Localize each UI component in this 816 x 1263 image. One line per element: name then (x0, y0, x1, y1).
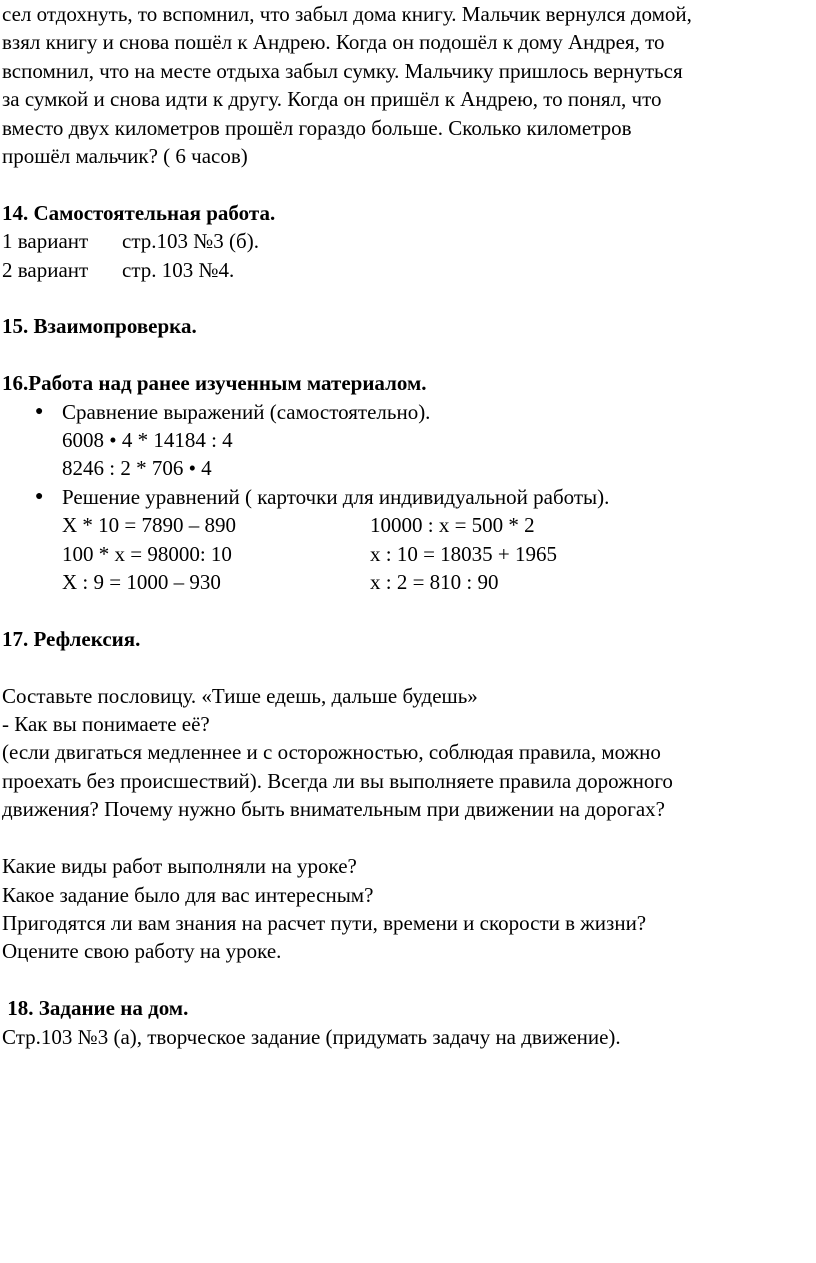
variant-label: 1 вариант (2, 229, 89, 254)
question-line: Какое задание было для вас интересным? (2, 882, 374, 907)
section-14 (2, 199, 816, 284)
text-line: (если двигаться медленнее и с осторожностью, соблюдая правила, можно (2, 740, 661, 765)
equation-right: 10000 : х = 500 * 2 (370, 513, 535, 538)
bullet-icon: ● (35, 488, 44, 504)
spacer (2, 966, 816, 994)
text-line: прошёл мальчик? ( 6 часов) (2, 144, 248, 169)
text-line: проехать без происшествий). Всегда ли вы выполняете правила дорожного (2, 768, 673, 793)
equation-row (62, 511, 816, 539)
intro-paragraph (2, 0, 816, 170)
section-16 (2, 369, 816, 596)
expression-line: 6008 • 4 * 14184 : 4 (62, 428, 233, 453)
section-17 (2, 625, 816, 966)
section-heading: 17. Рефлексия. (2, 626, 141, 651)
bullet-item-comparison (2, 398, 816, 483)
question-line: Оцените свою работу на уроке. (2, 939, 282, 964)
equation-right: х : 10 = 18035 + 1965 (370, 541, 558, 566)
spacer (2, 170, 816, 198)
section-heading: 18. Задание на дом. (2, 996, 189, 1021)
question-line: Пригодятся ли вам знания на расчет пути, времени и скорости в жизни? (2, 910, 647, 935)
variant-label: 2 вариант (2, 257, 89, 282)
text-line: движения? Почему нужно быть внимательным при движении на дорогах? (2, 797, 665, 822)
homework-text: Стр.103 №3 (а), творческое задание (придумать задачу на движение). (2, 1024, 621, 1049)
section-heading: 15. Взаимопроверка. (2, 314, 197, 339)
equation-row (62, 568, 816, 596)
text-line: - Как вы понимаете её? (2, 712, 210, 737)
variant-row (2, 227, 816, 255)
spacer (2, 653, 816, 681)
bullet-item-equations (2, 483, 816, 597)
spacer (2, 341, 816, 369)
equation-row (62, 540, 816, 568)
spacer (2, 596, 816, 624)
question-line: Какие виды работ выполняли на уроке? (2, 854, 357, 879)
section-18 (2, 994, 816, 1051)
bullet-title: Сравнение выражений (самостоятельно). (62, 399, 431, 424)
text-line: сел отдохнуть, то вспомнил, что забыл дома книгу. Мальчик вернулся домой, (2, 2, 692, 26)
variant-row (2, 256, 816, 284)
variant-task: стр.103 №3 (б). (122, 229, 259, 254)
text-line: вспомнил, что на месте отдыха забыл сумку. Мальчику пришлось вернуться (2, 58, 683, 83)
text-line: вместо двух километров прошёл гораздо больше. Сколько километров (2, 115, 632, 140)
section-15 (2, 312, 816, 340)
text-line: за сумкой и снова идти к другу. Когда он пришёл к Андрею, то понял, что (2, 87, 662, 112)
equation-right: х : 2 = 810 : 90 (370, 570, 499, 595)
section-heading: 14. Самостоятельная работа. (2, 200, 276, 225)
spacer (2, 824, 816, 852)
spacer (2, 284, 816, 312)
expression-line: 8246 : 2 * 706 • 4 (62, 456, 212, 481)
variant-task: стр. 103 №4. (122, 257, 235, 282)
bullet-title: Решение уравнений ( карточки для индивидуальной работы). (62, 484, 610, 509)
equation-left: Х : 9 = 1000 – 930 (62, 570, 221, 595)
equation-left: Х * 10 = 7890 – 890 (62, 513, 237, 538)
equation-left: 100 * х = 98000: 10 (62, 541, 232, 566)
bullet-icon: ● (35, 403, 44, 419)
section-heading: 16.Работа над ранее изученным материалом. (2, 371, 427, 396)
text-line: Составьте пословицу. «Тише едешь, дальше будешь» (2, 683, 478, 708)
text-line: взял книгу и снова пошёл к Андрею. Когда он подошёл к дому Андрея, то (2, 30, 665, 55)
